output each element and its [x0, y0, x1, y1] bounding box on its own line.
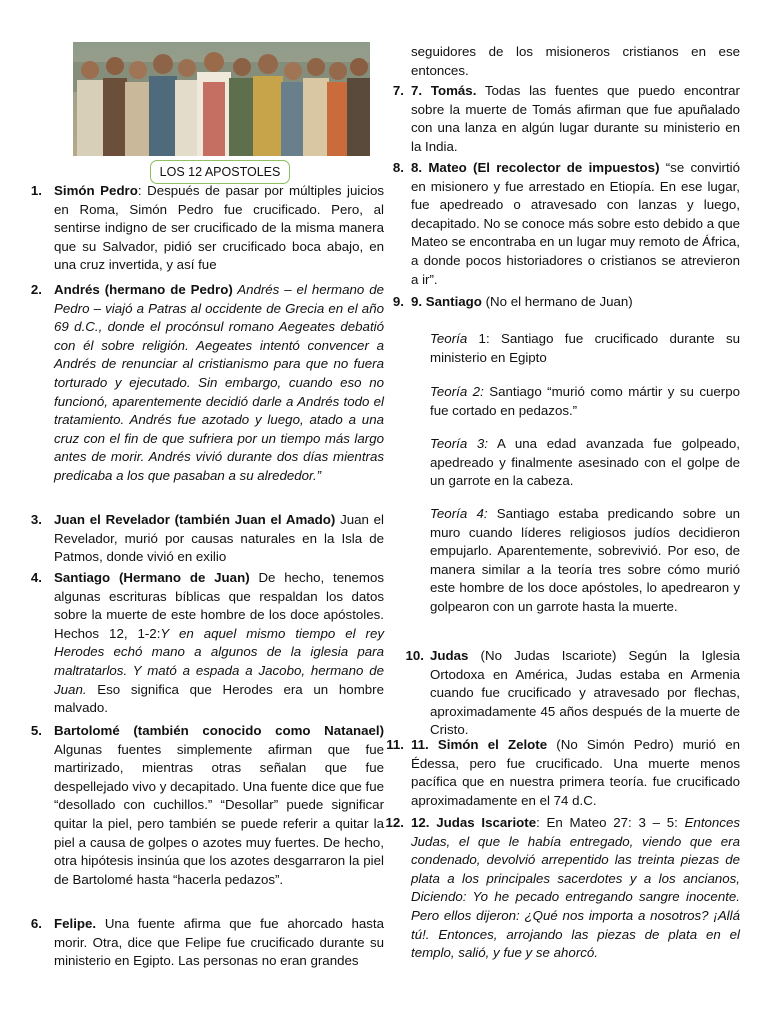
theory-text: Santiago “murió como mártir y su cuerpo fue cortado en pedazos.” — [430, 384, 740, 418]
item-heading: 7. Tomás. — [411, 83, 477, 98]
item-text: Juan el Revelador, murió por causas naturales en la Isla de Patmos, donde vivió en exilio — [54, 512, 384, 565]
theory-2 — [430, 383, 740, 420]
item-number: 1. — [30, 183, 42, 198]
item-heading: 11. Simón el Zelote — [411, 737, 548, 752]
item-quote: Y en aquel mismo tiempo el rey Herodes echó mano a algunos de la iglesia para maltratarlos. Y mató a espada a Jacobo, hermano de Juan. — [54, 625, 384, 697]
item-heading: 9. Santiago — [411, 294, 482, 309]
theory-label: Teoría 3: — [430, 436, 489, 451]
apostles-illustration — [73, 42, 370, 156]
item-heading: Bartolomé (también conocido como Natanael) — [54, 723, 384, 738]
list-item-santiago-menor — [411, 293, 740, 312]
item-text: (No Judas Iscariote) Según la Iglesia Ortodoxa en América, Judas estaba en Armenia cuando fue crucificado y atravesado por flechas, aproximadamente 45 años después de la muerte de Cristo. — [430, 648, 740, 738]
item-number: 3. — [30, 512, 42, 527]
item-number: 5. — [30, 723, 42, 738]
theory-3 — [430, 435, 740, 491]
item-number: 9. — [392, 294, 404, 309]
continuation-text: seguidores de los misioneros cristianos en ese entonces. — [411, 44, 740, 78]
theory-label: Teoría 2: — [430, 384, 484, 399]
list-item-judas-tadeo — [430, 647, 740, 740]
item-number: 2. — [30, 282, 42, 297]
theory-text: Santiago estaba predicando sobre un muro cuando líderes religiosos judíos decidieron empujarlo. Aparentemente, sobrevivió. Por eso, de manera similar a la teoría tres sobre cómo murió este hombre de los doce apóstoles, lo apedrearon y golpearon con un garrote hasta la muerte. — [430, 506, 740, 614]
item-heading: Felipe. — [54, 916, 97, 931]
list-item-santiago — [54, 569, 384, 718]
item-text: De hecho, tenemos algunas escrituras bíblicas que respaldan los datos sobre la muerte de este hombre de los doce apóstoles. Hechos 12, 1-2: — [54, 570, 384, 641]
list-item-juan — [54, 511, 384, 567]
theory-text: 1: Santiago fue crucificado durante su ministerio en Egipto — [430, 331, 740, 365]
item-text: Una fuente afirma que fue ahorcado hasta morir. Otra, dice que Felipe fue crucificado durante su ministerio en Egipto. Las personas no eran grandes — [54, 916, 384, 969]
item-heading: 8. Mateo (El recolector de impuestos) — [411, 160, 660, 175]
item-heading: Simón Pedro — [54, 183, 138, 198]
list-item-simon-pedro — [54, 182, 384, 275]
item-number: 11. — [386, 737, 404, 752]
list-item-tomas — [411, 82, 740, 156]
item-number: 10. — [405, 648, 424, 663]
apostles-image — [73, 42, 370, 156]
list-item-mateo — [411, 159, 740, 289]
item-text: Algunas fuentes simplemente afirman que fue martirizado, mientras otras señalan que fue despellejado vivo y decapitado. Una fuente dice que fue “desollado con cuchillos.” “Desollar” puede significar quitar la piel, pero también se puede referir a quitar la piel a causa de golpes o azotes muy fuertes. De hecho, otra hipótesis insinúa que los azotes desgarraron la piel de Bartolomé hasta “hacerla pedazos”. — [54, 741, 384, 887]
theory-label: Teoría — [430, 331, 468, 346]
item-heading: Santiago (Hermano de Juan) — [54, 570, 250, 585]
theory-1 — [430, 330, 740, 367]
list-item-bartolome — [54, 722, 384, 889]
item-quote: Entonces Judas, el que le había entregado, viendo que era condenado, devolvió arrepentido las treinta piezas de plata a los principales sacerdotes y a los ancianos, Diciendo: Yo he pecado entregando sangre inocente. Pero ellos dijeron: ¿Qué nos importa a nosotros? ¡Allá tú!. Entonces, arrojando las piezas de plata en el templo, salió, y fue y se ahorcó. — [411, 815, 741, 961]
item-text: Todas las fuentes que puedo encontrar sobre la muerte de Tomás afirman que fue apuñalado con una lanza en algún lugar durante su ministerio en la India. — [411, 83, 740, 154]
item-text: : Después de pasar por múltiples juicios en Roma, Simón Pedro fue crucificado. Pero, al sentirse indigno de ser crucificado de la misma manera que su Salvador, pidió ser crucificado boca abajo, en una cruz invertida, y así fue — [54, 183, 384, 273]
theory-4 — [430, 505, 740, 617]
item-text: Eso significa que Herodes era un hombre malvado. — [54, 681, 384, 716]
theory-label: Teoría 4: — [430, 506, 488, 521]
list-item-judas-iscariote — [411, 814, 740, 963]
item-heading: Juan el Revelador (también Juan el Amado) — [54, 512, 336, 527]
list-item-felipe — [54, 915, 384, 971]
item-heading: Judas — [430, 648, 469, 663]
item-heading: 12. Judas Iscariote — [411, 815, 537, 830]
item-text: (No el hermano de Juan) — [481, 294, 633, 309]
item-text: “se convirtió en misionero y fue arrestado en Etiopía. En ese lugar, fue apedreado o atravesado con lanzas y luego, decapitado. No se conoce más sobre esto debido a que Mateo se encontraba en un lugar muy remoto de África, a donde pocos historiadores o cristianos se atrevieron a ir”. — [411, 160, 740, 287]
item-heading: Andrés (hermano de Pedro) — [54, 282, 233, 297]
item-text: : En Mateo 27: 3 – 5: — [536, 815, 685, 830]
list-item-simon-zelote — [411, 736, 740, 810]
item-number: 12. — [385, 815, 404, 830]
item-number: 8. — [392, 160, 404, 175]
list-item-andres — [54, 281, 384, 486]
page-title: LOS 12 APOSTOLES — [150, 160, 290, 184]
theory-text: A una edad avanzada fue golpeado, apedreado y finalmente asesinado con el golpe de un garrote en la cabeza. — [430, 436, 740, 489]
item-text: (No Simón Pedro) murió en Édessa, pero fue crucificado. Una muerte menos pacífica que en nuestra primera teoría. fue crucificado aproximadamente en el 74 d.C. — [411, 737, 740, 808]
item-text: Andrés – el hermano de Pedro – viajó a Patras al occidente de Grecia en el año 69 d.C., donde el procónsul romano Aegeates debatió con él sobre religión. Aegeates intentó convencer a Andrés de renunciar al cristianismo para que no fuera torturado y ejecutado. Sin embargo, cuando eso no funcionó, aparentemente decidió darle a Andrés todo el tratamiento. Andrés fue azotado y luego, atado a una cruz con el fin de que sufriera por un tiempo más largo antes de morir. Andrés vivió durante dos días mientras predicaba a los que pasaban a su alrededor.” — [54, 282, 385, 483]
item-number: 6. — [30, 916, 42, 931]
item-number: 4. — [30, 570, 42, 585]
item-number: 7. — [392, 83, 404, 98]
